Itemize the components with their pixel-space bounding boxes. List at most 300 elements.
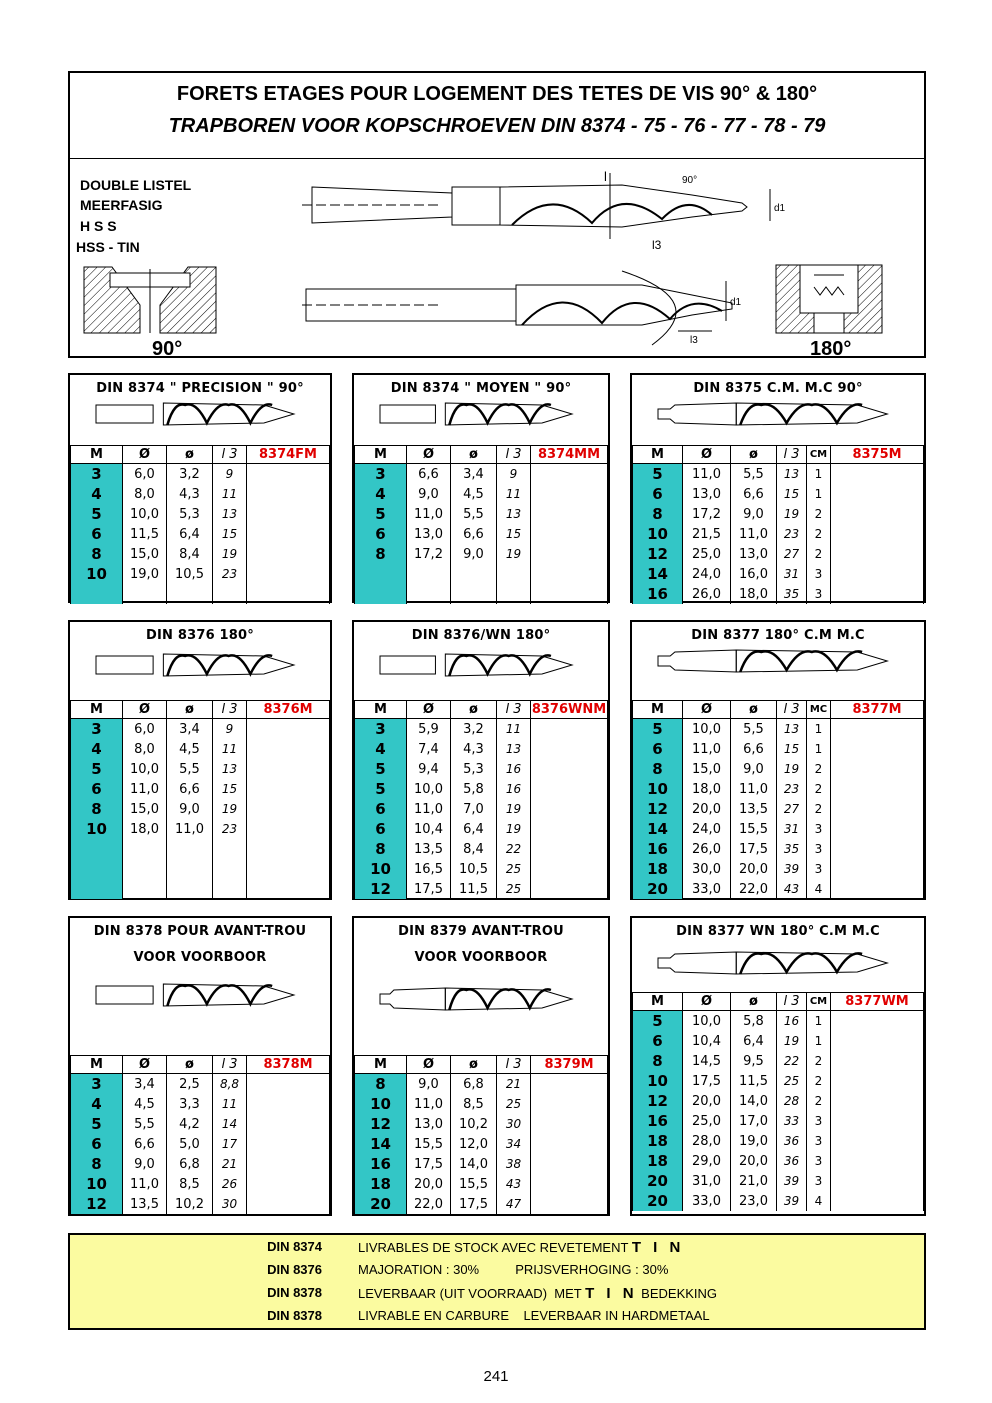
- panel-p8379m: [352, 916, 610, 1216]
- table-cell: 15,0: [123, 799, 167, 819]
- table-cell: 5,8: [731, 1011, 777, 1032]
- column-header: Ø: [407, 446, 451, 464]
- table-row: [71, 739, 330, 759]
- table-cell: 25,0: [683, 1111, 731, 1131]
- table-cell: 33,0: [683, 879, 731, 899]
- drill-icon: [378, 984, 576, 1019]
- spec-table: [354, 445, 608, 604]
- table-cell: 5,8: [451, 779, 497, 799]
- table-cell: [531, 584, 608, 604]
- table-cell: 10: [355, 1094, 407, 1114]
- column-header: l 3: [777, 701, 807, 719]
- table-cell: 5,5: [451, 504, 497, 524]
- table-cell: 13: [213, 759, 247, 779]
- table-cell: 47: [497, 1194, 531, 1214]
- column-header: l 3: [777, 446, 807, 464]
- dim-l-label: l: [604, 169, 607, 184]
- table-cell: 13: [777, 464, 807, 485]
- table-cell: 13,0: [407, 524, 451, 544]
- table-cell: [407, 584, 451, 604]
- table-cell: 18: [633, 1131, 683, 1151]
- table-cell: 14,5: [683, 1051, 731, 1071]
- table-cell: 13,0: [407, 1114, 451, 1134]
- table-row: [355, 759, 608, 779]
- table-cell: 6,0: [123, 719, 167, 740]
- table-row: [355, 1194, 608, 1214]
- table-cell: [247, 564, 330, 584]
- table-cell: 6: [71, 779, 123, 799]
- table-cell: 16: [497, 759, 531, 779]
- table-cell: 16: [633, 584, 683, 604]
- table-cell: 10,4: [407, 819, 451, 839]
- table-cell: 9,0: [167, 799, 213, 819]
- table-cell: [831, 759, 924, 779]
- table-cell: 4,5: [123, 1094, 167, 1114]
- table-cell: 3: [807, 839, 831, 859]
- panel-title: DIN 8379 AVANT-TROU: [398, 924, 564, 939]
- table-cell: 9,0: [407, 484, 451, 504]
- table-cell: 9,4: [407, 759, 451, 779]
- table-cell: 1: [807, 464, 831, 485]
- table-cell: 13: [497, 504, 531, 524]
- table-cell: 22: [777, 1051, 807, 1071]
- table-cell: [71, 839, 123, 859]
- table-cell: 5: [355, 779, 407, 799]
- table-cell: 3,2: [167, 464, 213, 485]
- table-row: [355, 839, 608, 859]
- column-header: Ø: [407, 701, 451, 719]
- table-cell: 20: [355, 1194, 407, 1214]
- table-cell: 6: [71, 1134, 123, 1154]
- table-cell: 3: [807, 564, 831, 584]
- drill-icon: [378, 399, 576, 434]
- table-cell: [247, 759, 330, 779]
- table-cell: [831, 1131, 924, 1151]
- table-cell: 4: [355, 739, 407, 759]
- table-cell: [531, 739, 608, 759]
- table-cell: 17,5: [731, 839, 777, 859]
- table-cell: 6,8: [167, 1154, 213, 1174]
- table-cell: 23: [777, 524, 807, 544]
- footer-row: [70, 1308, 924, 1332]
- table-cell: 20: [633, 879, 683, 899]
- table-cell: 18: [355, 1174, 407, 1194]
- table-cell: 21: [497, 1074, 531, 1095]
- table-cell: 17: [213, 1134, 247, 1154]
- table-row: [633, 859, 924, 879]
- table-cell: [247, 524, 330, 544]
- table-cell: 8: [355, 1074, 407, 1095]
- table-cell: [167, 879, 213, 899]
- column-header: Ø: [683, 446, 731, 464]
- footer-text-after: BEDEKKING: [637, 1286, 718, 1301]
- table-row: [633, 779, 924, 799]
- table-cell: 7,0: [451, 799, 497, 819]
- table-cell: [831, 1071, 924, 1091]
- table-cell: 13,0: [683, 484, 731, 504]
- table-cell: [167, 839, 213, 859]
- table-cell: 22: [497, 839, 531, 859]
- table-cell: 20,0: [407, 1174, 451, 1194]
- panel-title: DIN 8378 POUR AVANT-TROU: [93, 924, 307, 939]
- table-row: [71, 879, 330, 899]
- table-cell: 3: [807, 819, 831, 839]
- table-cell: 4: [807, 879, 831, 899]
- table-cell: 17,2: [683, 504, 731, 524]
- table-cell: 5,5: [167, 759, 213, 779]
- column-header: ø: [451, 446, 497, 464]
- table-cell: [531, 759, 608, 779]
- column-header: ø: [731, 993, 777, 1011]
- column-header: l 3: [213, 701, 247, 719]
- table-cell: 17,5: [451, 1194, 497, 1214]
- table-cell: [531, 524, 608, 544]
- table-cell: 3: [807, 1131, 831, 1151]
- table-row: [355, 1154, 608, 1174]
- table-cell: 1: [807, 1011, 831, 1032]
- table-cell: 14: [633, 819, 683, 839]
- table-cell: [247, 544, 330, 564]
- table-cell: 4,3: [451, 739, 497, 759]
- table-cell: 9: [497, 464, 531, 485]
- table-cell: 10: [633, 1071, 683, 1091]
- table-cell: 18,0: [123, 819, 167, 839]
- spec-table: [354, 700, 608, 899]
- table-cell: [247, 584, 330, 604]
- table-cell: 3: [807, 1171, 831, 1191]
- column-header: l 3: [213, 1056, 247, 1074]
- article-code: 8374FM: [247, 446, 330, 464]
- table-cell: 2: [807, 544, 831, 564]
- article-code: 8375M: [831, 446, 924, 464]
- table-cell: [451, 564, 497, 584]
- column-header: ø: [167, 1056, 213, 1074]
- table-cell: 20: [633, 1171, 683, 1191]
- table-cell: [71, 859, 123, 879]
- table-cell: 11: [213, 484, 247, 504]
- countersink-90-drawing: [82, 265, 218, 335]
- table-row: [71, 1114, 330, 1134]
- table-cell: 30,0: [683, 859, 731, 879]
- table-cell: [831, 819, 924, 839]
- column-header: l 3: [497, 446, 531, 464]
- table-cell: 17,5: [683, 1071, 731, 1091]
- table-row: [355, 739, 608, 759]
- table-cell: [831, 1091, 924, 1111]
- table-row: [355, 1134, 608, 1154]
- column-header: M: [71, 1056, 123, 1074]
- table-cell: 5,5: [123, 1114, 167, 1134]
- table-cell: [247, 1074, 330, 1095]
- title-fr: FORETS ETAGES POUR LOGEMENT DES TETES DE VIS 90° & 180°: [176, 83, 818, 105]
- table-cell: 14: [213, 1114, 247, 1134]
- table-cell: 14,0: [451, 1154, 497, 1174]
- footer-text-main: LEVERBAAR (UIT VOORRAAD) MET: [358, 1286, 586, 1301]
- table-cell: 18,0: [683, 779, 731, 799]
- table-cell: 19: [777, 759, 807, 779]
- table-cell: 25: [777, 1071, 807, 1091]
- table-cell: 15,5: [731, 819, 777, 839]
- table-cell: 15: [777, 484, 807, 504]
- table-row: [633, 719, 924, 740]
- table-row: [71, 464, 330, 485]
- table-cell: 8: [355, 839, 407, 859]
- drill-icon: [94, 980, 298, 1015]
- table-cell: [831, 1151, 924, 1171]
- table-row: [355, 719, 608, 740]
- angle-90-label: 90°: [152, 338, 183, 360]
- table-cell: 8,5: [451, 1094, 497, 1114]
- table-cell: 5: [633, 464, 683, 485]
- drill-icon: [656, 646, 892, 681]
- footer-din: DIN 8376: [267, 1262, 322, 1277]
- table-cell: [247, 1194, 330, 1214]
- table-cell: 11,5: [451, 879, 497, 899]
- table-row: [355, 1074, 608, 1095]
- table-cell: [531, 1074, 608, 1095]
- table-cell: 9,5: [731, 1051, 777, 1071]
- table-cell: [247, 719, 330, 740]
- table-cell: 9: [213, 719, 247, 740]
- table-cell: [531, 504, 608, 524]
- table-cell: 1: [807, 739, 831, 759]
- column-header: Ø: [123, 701, 167, 719]
- drill-icon: [94, 399, 298, 434]
- table-cell: [531, 1094, 608, 1114]
- table-cell: 1: [807, 1031, 831, 1051]
- table-cell: [247, 1094, 330, 1114]
- table-cell: 13: [777, 719, 807, 740]
- table-cell: 9,0: [407, 1074, 451, 1095]
- table-cell: [831, 1111, 924, 1131]
- table-cell: 6: [355, 799, 407, 819]
- table-cell: [831, 859, 924, 879]
- table-cell: 11,0: [123, 779, 167, 799]
- table-cell: 1: [807, 484, 831, 504]
- table-row: [633, 1191, 924, 1211]
- column-header: ø: [451, 701, 497, 719]
- footer-text: [358, 1285, 717, 1302]
- drill-icon: [378, 650, 576, 685]
- column-header: M: [355, 446, 407, 464]
- table-cell: 43: [777, 879, 807, 899]
- table-cell: 2,5: [167, 1074, 213, 1095]
- table-cell: 20,0: [683, 799, 731, 819]
- table-row: [355, 859, 608, 879]
- table-cell: 4,2: [167, 1114, 213, 1134]
- footer-din: DIN 8378: [267, 1285, 322, 1300]
- table-cell: [71, 879, 123, 899]
- table-cell: 10: [633, 524, 683, 544]
- footer-row: [70, 1285, 924, 1309]
- table-cell: 10,0: [683, 719, 731, 740]
- table-cell: 39: [777, 1191, 807, 1211]
- table-cell: 6,6: [731, 739, 777, 759]
- table-cell: [247, 1134, 330, 1154]
- table-row: [355, 1174, 608, 1194]
- table-cell: 21,0: [731, 1171, 777, 1191]
- footer-row: [70, 1262, 924, 1286]
- table-row: [633, 799, 924, 819]
- table-cell: 11,0: [407, 1094, 451, 1114]
- table-cell: 36: [777, 1131, 807, 1151]
- title-nl: TRAPBOREN VOOR KOPSCHROEVEN DIN 8374 - 75 - 76 - 77 - 78 - 79: [168, 115, 826, 137]
- footer-tin-highlight: T I N: [631, 1239, 685, 1256]
- table-cell: 11,0: [407, 504, 451, 524]
- table-cell: 15: [213, 524, 247, 544]
- table-cell: 17,2: [407, 544, 451, 564]
- table-cell: 9,0: [731, 759, 777, 779]
- table-cell: 13,5: [123, 1194, 167, 1214]
- table-row: [71, 839, 330, 859]
- table-row: [633, 1071, 924, 1091]
- table-cell: 5,5: [731, 719, 777, 740]
- column-header: ø: [731, 446, 777, 464]
- table-cell: [831, 504, 924, 524]
- table-cell: [451, 584, 497, 604]
- table-cell: 3,4: [123, 1074, 167, 1095]
- table-cell: [123, 859, 167, 879]
- table-cell: 14,0: [731, 1091, 777, 1111]
- table-cell: 15: [497, 524, 531, 544]
- panel-title: DIN 8376 180°: [146, 628, 254, 643]
- table-cell: [531, 1154, 608, 1174]
- table-cell: [531, 879, 608, 899]
- table-cell: 6,6: [731, 484, 777, 504]
- table-cell: 15,5: [407, 1134, 451, 1154]
- table-row: [71, 544, 330, 564]
- table-cell: [831, 1031, 924, 1051]
- table-cell: 20,0: [683, 1091, 731, 1111]
- table-cell: 8,0: [123, 739, 167, 759]
- table-cell: 17,0: [731, 1111, 777, 1131]
- panel-p8375m: [630, 373, 926, 603]
- table-cell: [247, 879, 330, 899]
- footer-box: [68, 1233, 926, 1330]
- table-cell: 2: [807, 1071, 831, 1091]
- spec-table: [632, 992, 924, 1211]
- table-cell: 10,5: [167, 564, 213, 584]
- table-cell: 16,0: [731, 564, 777, 584]
- table-cell: 20: [633, 1191, 683, 1211]
- feature-hss-tin: HSS - TIN: [76, 239, 140, 255]
- table-cell: 22,0: [407, 1194, 451, 1214]
- table-cell: [831, 544, 924, 564]
- spec-table: [632, 445, 924, 604]
- table-cell: 4: [807, 1191, 831, 1211]
- table-cell: [531, 544, 608, 564]
- table-cell: [355, 584, 407, 604]
- table-cell: 10: [71, 819, 123, 839]
- table-cell: [247, 504, 330, 524]
- table-cell: 6: [355, 819, 407, 839]
- panel-p8377wm: [630, 916, 926, 1216]
- article-code: 8379M: [531, 1056, 608, 1074]
- table-cell: 10,2: [167, 1194, 213, 1214]
- column-header: Ø: [683, 701, 731, 719]
- table-row: [633, 1171, 924, 1191]
- table-row: [355, 1114, 608, 1134]
- table-cell: 3,2: [451, 719, 497, 740]
- table-cell: 17,5: [407, 1154, 451, 1174]
- table-cell: 4: [71, 484, 123, 504]
- table-cell: [167, 859, 213, 879]
- table-cell: 33,0: [683, 1191, 731, 1211]
- table-row: [633, 1091, 924, 1111]
- table-cell: [831, 719, 924, 740]
- table-cell: 27: [777, 544, 807, 564]
- table-row: [633, 1131, 924, 1151]
- table-cell: 16: [777, 1011, 807, 1032]
- table-cell: [531, 859, 608, 879]
- table-cell: [247, 484, 330, 504]
- panel-title: DIN 8377 WN 180° C.M M.C: [676, 924, 880, 939]
- footer-din: DIN 8378: [267, 1308, 322, 1323]
- table-cell: [531, 1174, 608, 1194]
- table-cell: 5: [71, 504, 123, 524]
- table-cell: 24,0: [683, 819, 731, 839]
- table-cell: 43: [497, 1174, 531, 1194]
- panel-subtitle: VOOR VOORBOOR: [133, 950, 267, 965]
- table-cell: 5: [355, 504, 407, 524]
- table-cell: 2: [807, 799, 831, 819]
- table-cell: 35: [777, 584, 807, 604]
- table-row: [355, 504, 608, 524]
- table-cell: 13,5: [407, 839, 451, 859]
- column-header: l 3: [497, 1056, 531, 1074]
- table-cell: [497, 584, 531, 604]
- table-cell: 8,0: [123, 484, 167, 504]
- table-cell: 10: [71, 564, 123, 584]
- table-cell: [213, 879, 247, 899]
- table-cell: [123, 839, 167, 859]
- table-cell: 11,0: [683, 464, 731, 485]
- table-cell: [831, 1051, 924, 1071]
- table-cell: 17,5: [407, 879, 451, 899]
- table-cell: 30: [497, 1114, 531, 1134]
- table-cell: 22,0: [731, 879, 777, 899]
- table-cell: [247, 1114, 330, 1134]
- table-row: [633, 584, 924, 604]
- table-cell: [247, 779, 330, 799]
- table-cell: 11,5: [123, 524, 167, 544]
- table-cell: 15: [213, 779, 247, 799]
- table-cell: [531, 484, 608, 504]
- table-cell: 6: [633, 484, 683, 504]
- table-cell: [247, 839, 330, 859]
- table-cell: 30: [213, 1194, 247, 1214]
- table-cell: [531, 719, 608, 740]
- page-number: 241: [483, 1368, 509, 1385]
- table-cell: 11,0: [683, 739, 731, 759]
- table-cell: [247, 1174, 330, 1194]
- table-cell: 3,4: [451, 464, 497, 485]
- column-header: ø: [167, 446, 213, 464]
- table-row: [355, 584, 608, 604]
- column-header: M: [355, 701, 407, 719]
- table-cell: 34: [497, 1134, 531, 1154]
- panel-title: DIN 8374 " PRECISION " 90°: [96, 381, 304, 396]
- panel-p8376wnm: [352, 620, 610, 900]
- table-cell: 10,0: [407, 779, 451, 799]
- table-cell: 19: [777, 504, 807, 524]
- table-row: [633, 544, 924, 564]
- footer-tin-highlight: T I N: [585, 1285, 638, 1302]
- table-cell: 6,6: [167, 779, 213, 799]
- header-rule: [70, 158, 924, 159]
- table-row: [633, 879, 924, 899]
- table-cell: 3: [807, 1111, 831, 1131]
